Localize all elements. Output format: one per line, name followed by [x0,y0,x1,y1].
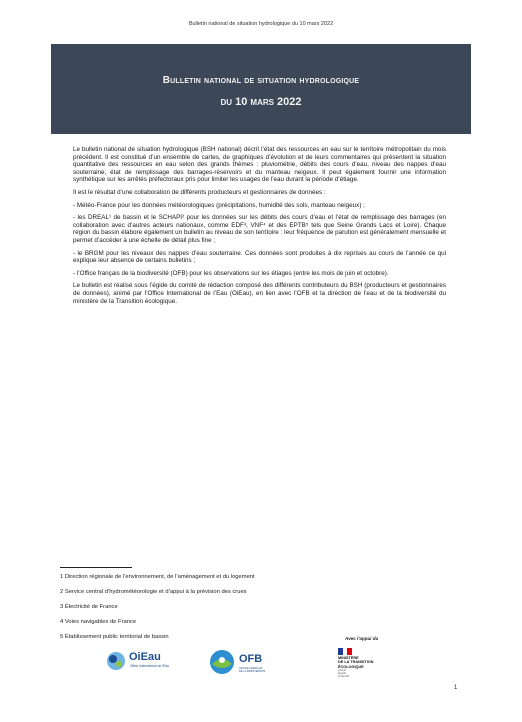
ministry-line-1: MINISTÈRE [338,656,359,660]
ministry-logo [338,648,374,678]
ofb-subtitle-line1: OFFICE FRANÇAIS [239,667,263,670]
oieau-drop-icon [105,650,127,672]
ofb-subtitle [239,667,265,673]
motto-fraternite: Fraternité [338,674,350,678]
footnote-1: 1 Direction régionale de l’environnement, de l’aménagement et du logement [60,574,255,580]
title-banner [51,44,471,134]
motto-liberte: Liberté [338,668,346,672]
ministry-line-2: DE LA TRANSITION [338,660,374,665]
ofb-name: OFB [239,653,263,665]
oieau-logo [105,650,170,677]
support-label: Avec l’appui du [345,636,379,641]
producer-meteofrance: - Météo-France pour les données météorologiques (précipitations, humidité des sols, manteau neigeux) ; [73,201,365,209]
producer-ofb: - l’Office français de la biodiversité (OFB) pour les observations sur les étiages (entre les mois de juin et octobre). [73,269,389,277]
motto-egalite: Égalité [338,671,346,675]
producer-brgm: - le BRGM pour les niveaux des nappes d’eau souterraine. Ces données sont produites à dix reprises au cours de l’année ce qui explique leur absence de certains bulletins ; [73,249,446,265]
footnote-5: 5 Établissement public territorial de bassin [60,634,169,640]
bulletin-body [73,146,446,310]
ofb-logo [208,648,266,681]
page-header: Bulletin national de situation hydrologique du 10 mars 2022 [188,21,334,27]
banner-title: Bulletin national de situation hydrologique [162,75,360,86]
footnote-3: 3 Électricité de France [60,604,118,610]
footnote-2: 2 Service central d’hydrométéorologie et d’appui à la prévision des crues [60,589,247,595]
producer-dreal-schapi: - les DREAL¹ de bassin et le SCHAPI² pour les données sur les débits des cours d’eau et l’état de remplissage des barrages (en collaboration avec d’autres acteurs nationaux, comme EDF³, VNF⁴ et des EPTB⁵ tels que Seine Grands Lacs et Loire). Chaque région du bassin élabore également un bulletin au niveau de son territoire : leur fréquence de parution est généralement mensuelle et permet d’accéder à une échelle de détail plus fine ; [73,214,446,244]
banner-date: du 10 mars 2022 [220,96,302,108]
footnote-4: 4 Voies navigables de France [60,619,137,625]
oieau-name: OiEau [129,651,161,663]
ministry-line-3: ÉCOLOGIQUE [338,664,364,669]
footnote-divider [60,567,132,568]
intro-paragraph: Le bulletin national de situation hydrologique (BSH national) décrit l’état des ressources en eau sur le territoire métropolitain du mois précédent. Il est constitué d’un ensemble de cartes, de graphiques d’évolution et de leurs commentaires qui présentent la situation quantitative des ressources en eau selon des grands thèmes : pluviométrie, débits des cours d’eau, niveau des nappes d’eau souterraine, état de remplissage des barrages-réservoirs et du manteau neigeux. Il peut également fournir une information synthétique sur les arrêtés préfectoraux pris pour limiter les usages de l’eau durant la période d’étiage. [73,146,446,184]
footnotes [60,574,255,649]
oieau-subtitle: Office International de l’Eau [130,664,170,668]
page-number: 1 [454,685,458,691]
ofb-circle-icon [208,648,236,676]
redaction-paragraph: Le bulletin est réalisé sous l’égide du comité de rédaction composé des différents contributeurs du BSH (producteurs et gestionnaires de données), animé par l’Office International de l’Eau (OiEau), en lien avec l’OFB et la direction de l’eau et de la biodiversité du ministère de la Transition écologique. [73,282,446,305]
marianne-flag-icon [338,648,352,655]
collaboration-paragraph: Il est le résultat d’une collaboration de différents producteurs et gestionnaires de données : [73,188,326,196]
ofb-subtitle-line2: DE LA BIODIVERSITÉ [239,670,266,673]
